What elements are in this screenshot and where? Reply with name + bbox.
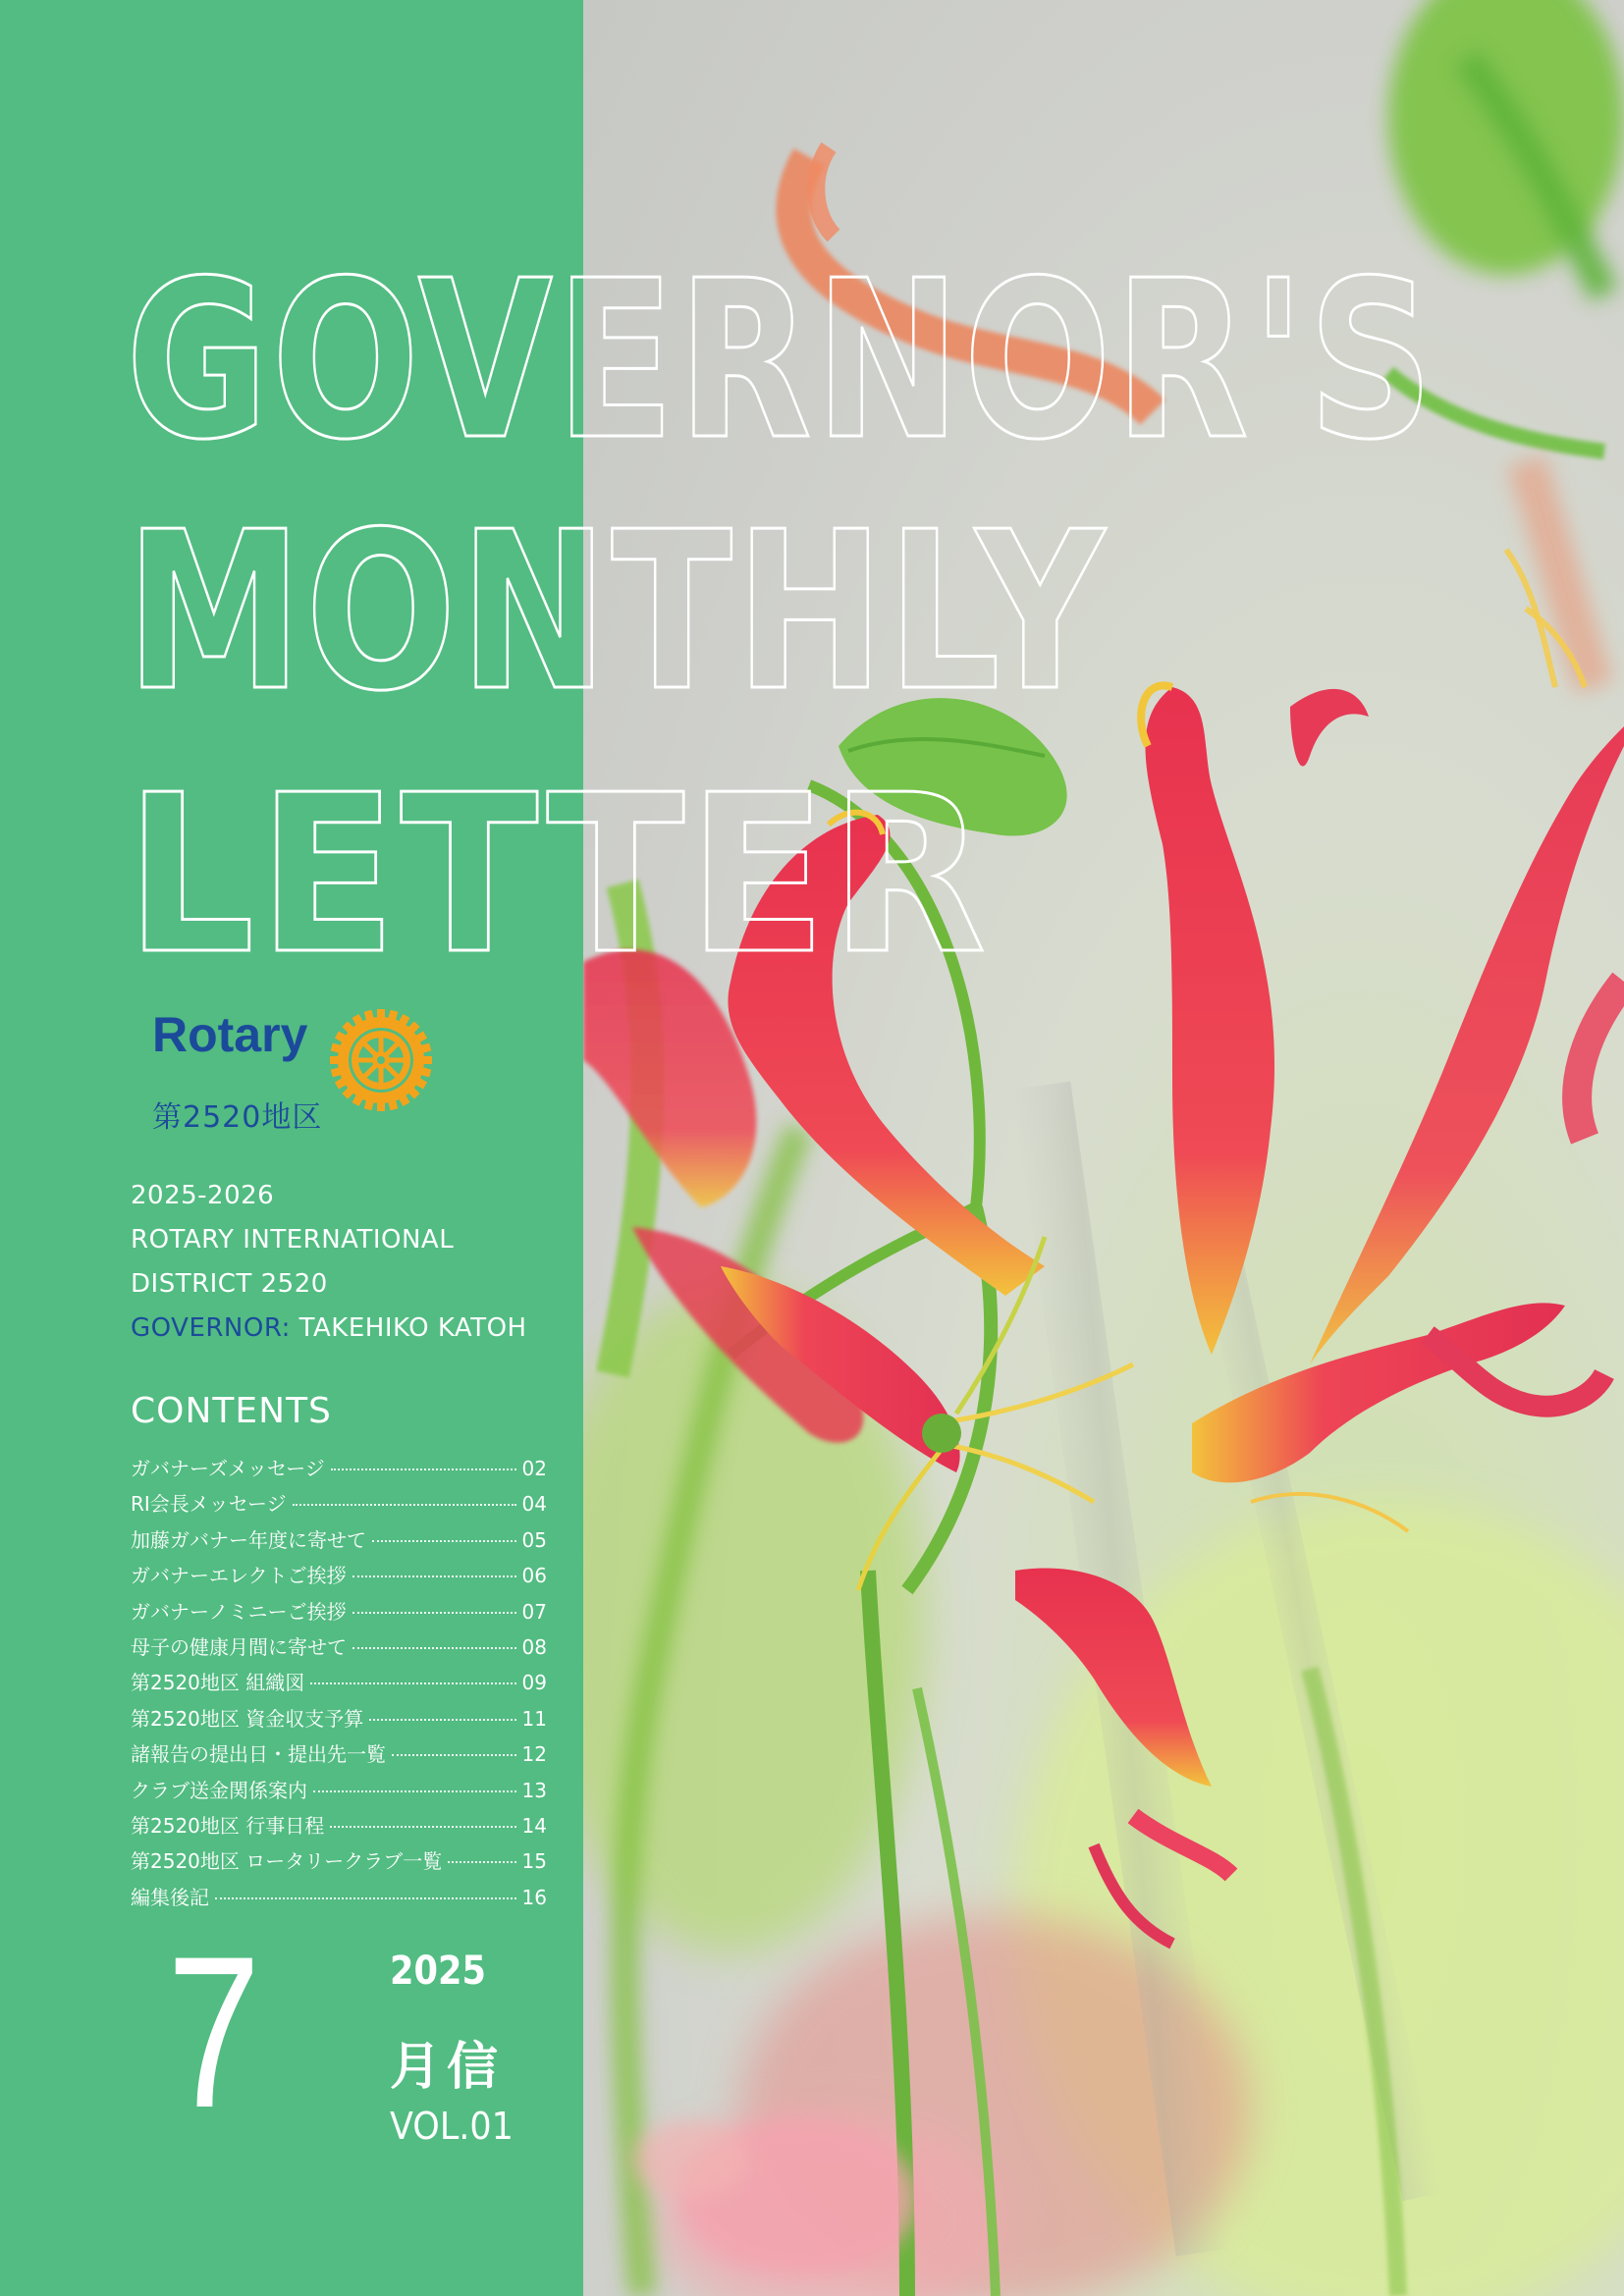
dot-leader — [352, 1647, 516, 1649]
contents-item-page: 02 — [521, 1457, 547, 1480]
issue-volume: VOL.01 — [390, 2105, 514, 2148]
contents-item — [131, 1703, 547, 1738]
contents-item-title: 諸報告の提出日・提出先一覧 — [131, 1742, 386, 1767]
issue-month: 7 — [167, 1911, 261, 2153]
contents-item-page: 07 — [521, 1599, 547, 1624]
contents-item-title: 第2520地区 資金収支予算 — [131, 1706, 364, 1731]
contents-item-page: 13 — [521, 1778, 547, 1802]
issue-year: 2025 — [390, 1949, 486, 1994]
contents-item-title: 加藤ガバナー年度に寄せて — [131, 1527, 366, 1552]
contents-item — [131, 1631, 547, 1667]
contents-item-title: 第2520地区 ロータリークラブ一覧 — [131, 1849, 443, 1874]
contents-item-page: 14 — [521, 1813, 547, 1838]
contents-item-title: ガバナーノミニーご挨拶 — [131, 1599, 347, 1624]
contents-item-page: 09 — [521, 1671, 547, 1695]
dot-leader — [369, 1719, 515, 1721]
contents-item-title: ガバナーエレクトご挨拶 — [131, 1564, 347, 1588]
contents-item — [131, 1810, 547, 1845]
organization-name: ROTARY INTERNATIONAL — [131, 1225, 455, 1255]
contents-item-title: 編集後記 — [131, 1885, 209, 1909]
contents-item-page: 04 — [521, 1492, 547, 1517]
contents-item — [131, 1738, 547, 1774]
cover-photo — [583, 0, 1624, 2296]
dot-leader — [313, 1790, 516, 1792]
rotary-logo — [152, 1006, 447, 1134]
district-name: DISTRICT 2520 — [131, 1269, 328, 1299]
contents-item-title: RI会長メッセージ — [131, 1492, 287, 1517]
info-block — [131, 1174, 527, 1351]
contents-item-title: クラブ送金関係案内 — [131, 1778, 307, 1802]
dot-leader — [293, 1504, 516, 1506]
dot-leader — [331, 1468, 516, 1470]
contents-item-page: 11 — [521, 1706, 547, 1731]
contents-item-page: 16 — [521, 1885, 547, 1909]
green-side-panel — [0, 0, 583, 2296]
contents-item — [131, 1667, 547, 1702]
contents-list — [131, 1453, 547, 1917]
title-line-3: LETTER — [126, 749, 990, 982]
contents-item — [131, 1775, 547, 1810]
contents-item-page: 12 — [521, 1742, 547, 1767]
dot-leader — [352, 1612, 516, 1614]
governor-line — [131, 1307, 527, 1351]
governor-name: TAKEHIKO KATOH — [298, 1313, 527, 1343]
issue-kind: 月信 — [390, 2038, 505, 2097]
contents-item-title: ガバナーズメッセージ — [131, 1457, 325, 1480]
dot-leader — [392, 1754, 516, 1756]
contents-item-title: 母子の健康月間に寄せて — [131, 1634, 347, 1659]
dot-leader — [310, 1682, 515, 1684]
dot-leader — [330, 1826, 515, 1828]
contents-item-title: 第2520地区 組織図 — [131, 1671, 305, 1695]
contents-item — [131, 1524, 547, 1560]
title-line-1: GOVERNOR'S — [126, 235, 1436, 488]
contents-item — [131, 1845, 547, 1881]
contents-heading: CONTENTS — [131, 1391, 332, 1431]
contents-item-page: 05 — [521, 1527, 547, 1552]
gloriosa-lily-illustration — [583, 0, 1624, 2296]
title-line-2: MONTHLY — [126, 486, 1108, 739]
contents-item-title: 第2520地区 行事日程 — [131, 1813, 325, 1838]
district-label: 第2520地区 — [152, 1100, 323, 1135]
rotary-wordmark: Rotary — [152, 1007, 308, 1062]
contents-item — [131, 1560, 547, 1595]
contents-item — [131, 1596, 547, 1631]
dot-leader — [215, 1897, 516, 1899]
contents-item-page: 06 — [521, 1564, 547, 1588]
year-range: 2025-2026 — [131, 1181, 275, 1210]
governor-label: GOVERNOR: — [131, 1313, 291, 1343]
rotary-wheel-icon — [327, 1006, 435, 1114]
dot-leader — [448, 1861, 515, 1863]
contents-item-page: 15 — [521, 1849, 547, 1874]
contents-item-page: 08 — [521, 1634, 547, 1659]
dot-leader — [372, 1540, 516, 1542]
contents-item — [131, 1453, 547, 1488]
contents-item — [131, 1488, 547, 1523]
dot-leader — [352, 1575, 516, 1577]
